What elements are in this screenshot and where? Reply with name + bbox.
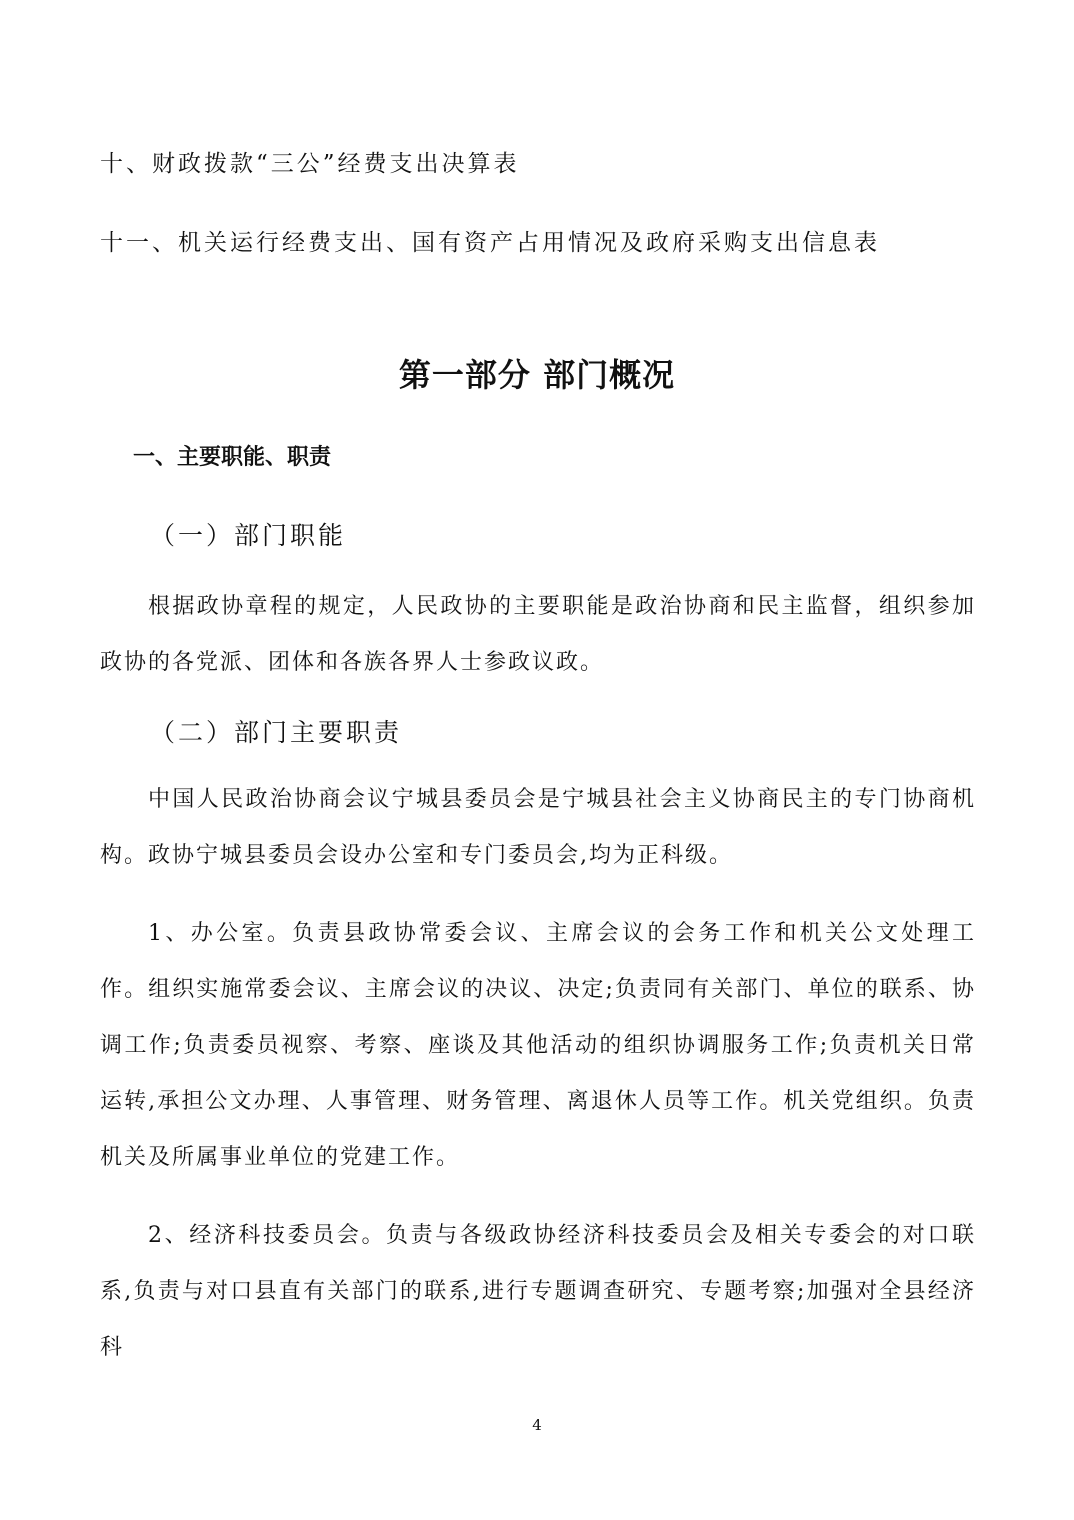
- page-number: 4: [532, 1416, 542, 1434]
- toc-item-11: 十一、机关运行经费支出、国有资产占用情况及政府采购支出信息表: [100, 230, 880, 256]
- paragraph-econ-tech-committee: 2、经济科技委员会。负责与各级政协经济科技委员会及相关专委会的对口联系,负责与对口县直有关部门的联系,进行专题调查研究、专题考察;加强对全县经济科: [100, 1223, 976, 1360]
- subheading-dept-functions: （一）部门职能: [150, 521, 347, 550]
- paragraph-dept-duties: 中国人民政治协商会议宁城县委员会是宁城县社会主义协商民主的专门协商机构。政协宁城县委员会设办公室和专门委员会,均为正科级。: [100, 787, 976, 868]
- toc-item-10: 十、财政拨款“三公”经费支出决算表: [100, 151, 520, 177]
- paragraph-dept-functions: 根据政协章程的规定，人民政协的主要职能是政治协商和民主监督，组织参加政协的各党派、团体和各族各界人士参政议政。: [100, 594, 976, 675]
- subheading-dept-duties: （二）部门主要职责: [150, 718, 403, 747]
- heading-main-functions: 一、主要职能、职责: [133, 445, 332, 470]
- paragraph-office: 1、办公室。负责县政协常委会议、主席会议的会务工作和机关公文处理工作。组织实施常委会议、主席会议的决议、决定;负责同有关部门、单位的联系、协调工作;负责委员视察、考察、座谈及其他活动的组织协调服务工作;负责机关日常运转,承担公文办理、人事管理、财务管理、离退休人员等工作。机关党组织。负责机关及所属事业单位的党建工作。: [100, 921, 976, 1170]
- section-title: 第一部分 部门概况: [398, 356, 676, 394]
